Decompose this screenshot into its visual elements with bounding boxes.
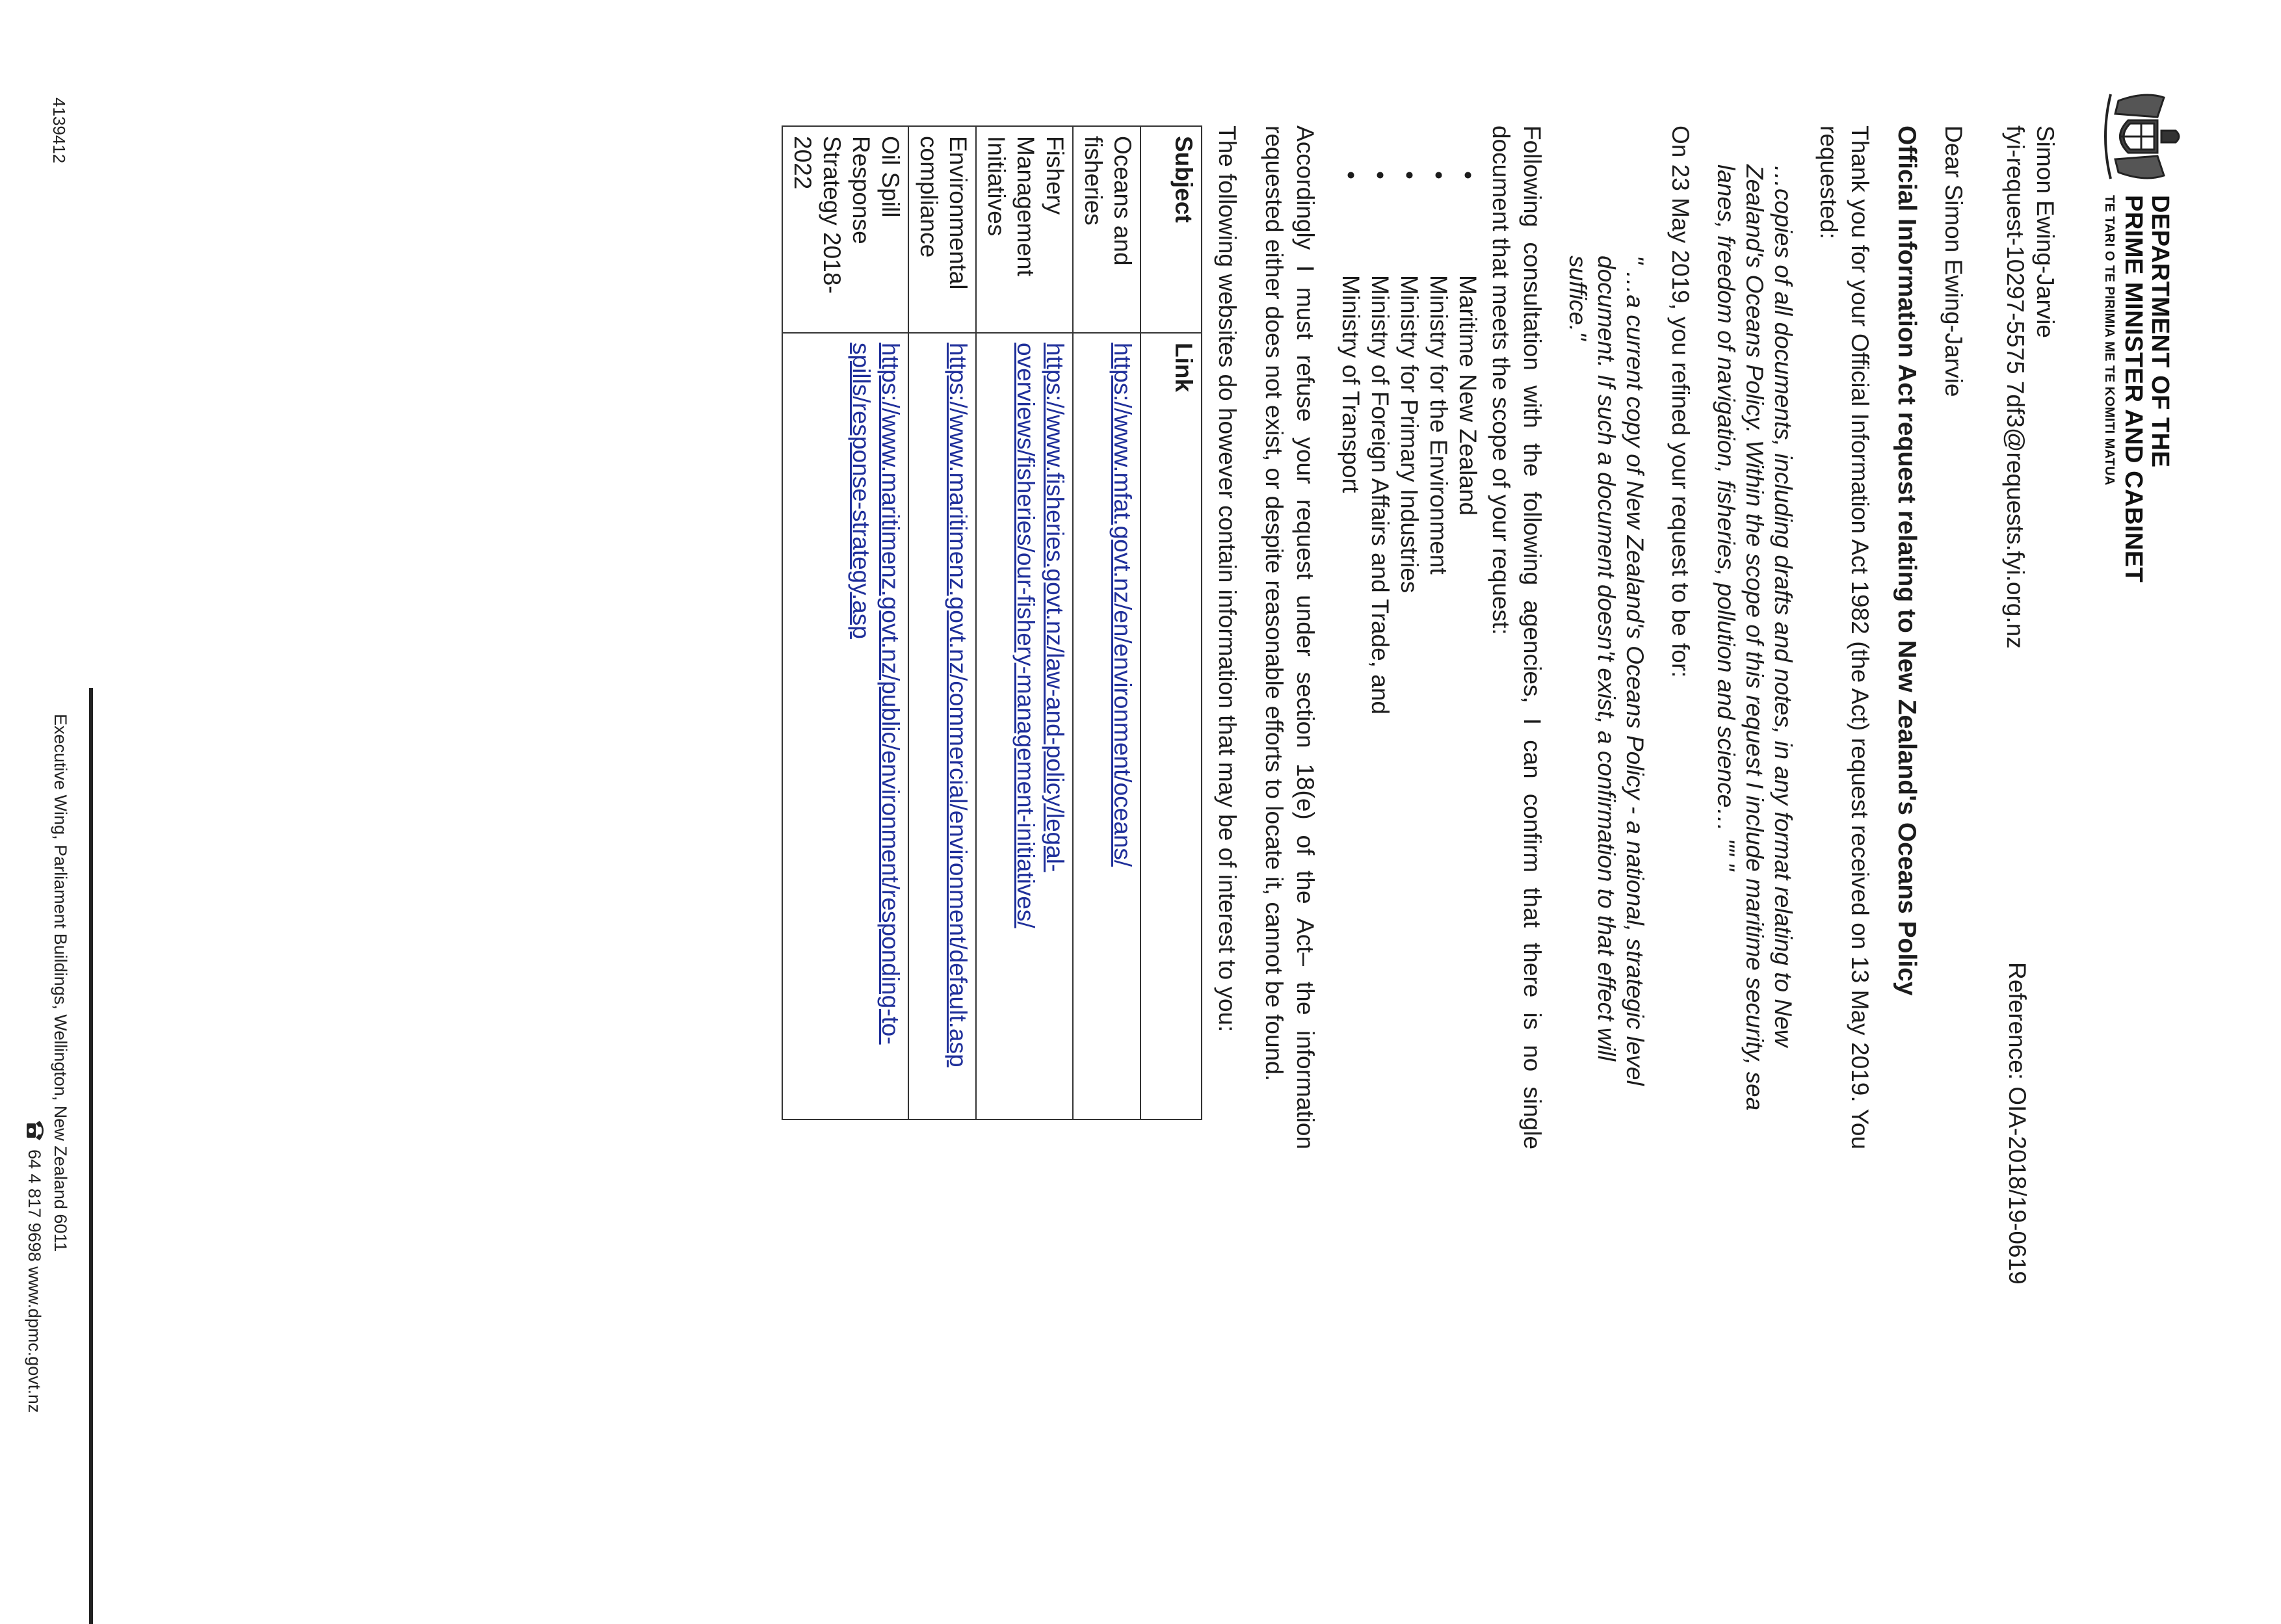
refined-paragraph: On 23 May 2019, you refined your request to be for: bbox=[1667, 125, 1694, 678]
table-cell-subject: Oceans and fisheries bbox=[1073, 126, 1140, 333]
dept-maori-name: TE TARI O TE PIRIMIA ME TE KOMITI MATUA bbox=[2102, 195, 2116, 486]
link-column-header: Link bbox=[1140, 333, 1202, 1120]
table-cell-subject: Oil Spill Response Strategy 2018-2022 bbox=[782, 126, 908, 333]
dept-line-2: PRIME MINISTER AND CABINET bbox=[2120, 195, 2147, 583]
coat-of-arms-icon bbox=[2099, 88, 2183, 185]
agency-item: • Ministry for the Environment bbox=[1424, 275, 1453, 1149]
table-cell-subject: Environmental compliance bbox=[908, 126, 976, 333]
oceans-link[interactable]: https://www.mfat.govt.nz/en/environment/oceans/ bbox=[1109, 343, 1136, 867]
refusal-paragraph: Accordingly I must refuse your request under section 18(e) of the Act– the information requested either does not exist, or despite reasonable efforts to locate it, cannot be found. bbox=[1261, 125, 1319, 1149]
table-row bbox=[1073, 126, 1140, 1120]
telephone-icon bbox=[24, 1118, 49, 1143]
table-cell-link bbox=[976, 333, 1073, 1120]
intro-paragraph: Thank you for your Official Information Act 1982 (the Act) request received on 13 May 2019. You requested: bbox=[1815, 125, 1873, 1149]
original-request-quote: …copies of all documents, including drafts and notes, in any format relating to New Zealand's Oceans Policy. Within the scope of this request I include maritime security, sea lanes, freedom of navigation, fisheries, pollution and science… "" " bbox=[1713, 164, 1797, 1111]
table-cell-link bbox=[908, 333, 976, 1120]
subject-column-header: Subject bbox=[1140, 126, 1202, 333]
websites-table bbox=[782, 125, 1202, 1120]
footer-contact: 64 4 817 9698 www.dpmc.govt.nz bbox=[25, 1149, 44, 1413]
agency-item: • Maritime New Zealand bbox=[1453, 275, 1483, 1149]
table-cell-link bbox=[1073, 333, 1140, 1120]
consultation-paragraph: Following consultation with the following agencies, I can confirm that there is no single document that meets the scope of your request: bbox=[1488, 125, 1546, 1149]
letter-body bbox=[782, 125, 2060, 1149]
recipient-address bbox=[2000, 125, 2060, 1149]
fisheries-link[interactable]: https://www.fisheries.govt.nz/law-and-policy/legal-overviews/fisheries/our-fishery-management-initiatives/ bbox=[1012, 343, 1068, 928]
websites-paragraph: The following websites do however contain information that may be of interest to you: bbox=[1214, 125, 1241, 1032]
recipient-email: fyi-request-10297-5575 7df3@requests.fyi.org.nz bbox=[2002, 125, 2029, 649]
agency-list bbox=[1336, 125, 1483, 1149]
recipient-name: Simon Ewing-Jarvie bbox=[2032, 125, 2059, 338]
table-header-row bbox=[1140, 126, 1202, 1120]
document-number: 4139412 bbox=[49, 98, 69, 164]
salutation: Dear Simon Ewing-Jarvie bbox=[1940, 125, 1967, 397]
table-row bbox=[908, 126, 976, 1120]
table-row bbox=[976, 126, 1073, 1120]
dept-line-1: DEPARTMENT OF THE bbox=[2146, 195, 2174, 468]
department-name bbox=[2102, 195, 2173, 583]
table-cell-link bbox=[782, 333, 908, 1120]
environment-compliance-link[interactable]: https://www.maritimenz.govt.nz/commercial/environment/default.asp bbox=[945, 343, 971, 1067]
table-cell-subject: Fishery Management Initiatives bbox=[976, 126, 1073, 333]
agency-item: • Ministry for Primary Industries bbox=[1395, 275, 1424, 1149]
reference-number: Reference: OIA-2018/19-0619 bbox=[2004, 962, 2031, 1285]
letter-subject: Official Information Act request relating to New Zealand's Oceans Policy bbox=[1893, 125, 1921, 996]
oil-spill-strategy-link[interactable]: https://www.maritimenz.govt.nz/public/environment/responding-to-spills/response-strategy.asp bbox=[848, 343, 904, 1045]
table-row bbox=[782, 126, 908, 1120]
footer-address: Executive Wing, Parliament Buildings, Wellington, New Zealand 6011 bbox=[51, 714, 70, 1252]
agency-item: • Ministry of Foreign Affairs and Trade, and bbox=[1365, 275, 1395, 1149]
footer-divider bbox=[89, 688, 93, 1624]
agency-item: • Ministry of Transport bbox=[1336, 275, 1365, 1149]
refined-request-quote: " …a current copy of New Zealand's Oceans Policy - a national, strategic level document. If such a document doesn't exist, a confirmation to that effect will suffice." bbox=[1564, 255, 1648, 1086]
